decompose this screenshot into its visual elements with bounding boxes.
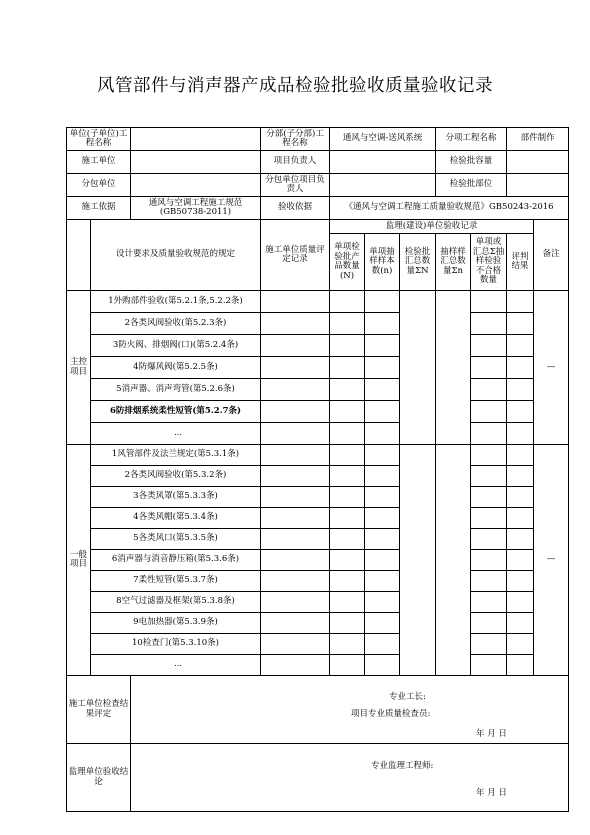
batch-part-value[interactable]	[507, 174, 569, 197]
general-remark: —	[534, 445, 569, 676]
requirement-cell: 1外购部件验收(第5.2.1条,5.2.2条)	[91, 291, 261, 313]
table-row	[67, 634, 569, 655]
table-row	[67, 655, 569, 676]
requirement-cell: 4防爆风阀(第5.2.5条)	[91, 357, 261, 379]
requirement-cell: 5各类风口(第5.3.5条)	[91, 529, 261, 550]
table-row	[67, 401, 569, 423]
pm-value[interactable]	[330, 151, 436, 174]
supervisor-check-row	[67, 744, 569, 812]
requirement-cell: 10检查门(第5.3.10条)	[91, 634, 261, 655]
contractor-label: 施工单位	[67, 151, 131, 174]
unit-value[interactable]	[131, 128, 261, 151]
sub-pm-label: 分包单位项目负责人	[261, 174, 330, 197]
main-control-label: 主控项目	[67, 291, 91, 445]
table-row	[67, 291, 569, 313]
division-label: 分部(子分部)工程名称	[261, 128, 330, 151]
requirement-cell: 7柔性短管(第5.3.7条)	[91, 571, 261, 592]
inspector-label: 项目专业质量检查员:	[351, 709, 431, 719]
batch-capacity-value[interactable]	[507, 151, 569, 174]
page-title: 风管部件与消声器产成品检验批验收质量验收记录	[97, 76, 493, 96]
requirement-cell: 6防排烟系统柔性短管(第5.2.7条)	[91, 401, 261, 423]
table-row	[67, 379, 569, 401]
division-value[interactable]: 通风与空调-送风系统	[330, 128, 436, 151]
requirement-cell: 1风管部件及法兰规定(第5.3.1条)	[91, 445, 261, 466]
table-row	[67, 445, 569, 466]
supervision-header: 监理(建设)单位验收记录	[330, 220, 534, 234]
sample-total-header: 抽样样汇总数量Σn	[436, 234, 471, 291]
subcontractor-label: 分包单位	[67, 174, 131, 197]
header-row-basis	[67, 197, 569, 220]
basis-value[interactable]: 通风与空调工程施工规范(GB50738-2011)	[131, 197, 261, 220]
corner-cell	[67, 220, 91, 291]
requirement-cell: 3防火阀、排烟阀(口)(第5.2.4条)	[91, 335, 261, 357]
column-header-row-1	[67, 220, 569, 234]
requirement-cell: ...	[91, 423, 261, 445]
basis-label: 施工依据	[67, 197, 131, 220]
table-row	[67, 313, 569, 335]
header-row-contractor	[67, 151, 569, 174]
table-row	[67, 466, 569, 487]
subitem-value[interactable]: 部件制作	[507, 128, 569, 151]
table-row	[67, 357, 569, 379]
contractor-value[interactable]	[131, 151, 261, 174]
requirement-cell: 4各类风帽(第5.3.4条)	[91, 508, 261, 529]
general-label: 一般项目	[67, 445, 91, 676]
pm-label: 项目负责人	[261, 151, 330, 174]
batch-part-label: 检验批部位	[436, 174, 507, 197]
table-row	[67, 571, 569, 592]
header-row-unit	[67, 128, 569, 151]
requirement-cell: 8空气过滤器及框架(第5.3.8条)	[91, 592, 261, 613]
acceptance-basis-value[interactable]: 《通风与空调工程施工质量验收规范》GB50243-2016	[330, 197, 569, 220]
fail-total-header: 单项或汇总Σ抽样检验不合格数量	[471, 234, 507, 291]
supervisor-check-label: 监理单位验收结论	[67, 744, 131, 812]
contractor-record-header: 施工单位质量评定记录	[261, 220, 330, 291]
table-row	[67, 529, 569, 550]
requirement-cell: ...	[91, 655, 261, 676]
table-row	[67, 592, 569, 613]
engineer-label: 专业监理工程师:	[371, 761, 434, 771]
acceptance-record-table	[66, 127, 569, 812]
supervisor-date: 年 月 日	[476, 788, 507, 798]
table-row	[67, 613, 569, 634]
subitem-label: 分项工程名称	[436, 128, 507, 151]
contractor-check-row	[67, 676, 569, 744]
unit-label: 单位(子单位)工程名称	[67, 128, 131, 151]
requirement-header: 设计要求及质量验收规范的规定	[91, 220, 261, 291]
requirement-cell: 2各类风阀验收(第5.3.2条)	[91, 466, 261, 487]
table-row	[67, 335, 569, 357]
subcontractor-value[interactable]	[131, 174, 261, 197]
main-control-remark: —	[534, 291, 569, 445]
contractor-check-label: 施工单位检查结果评定	[67, 676, 131, 744]
sample-qty-header: 单项抽样样本数(n)	[365, 234, 400, 291]
table-row	[67, 423, 569, 445]
contractor-check-area[interactable]	[131, 676, 569, 744]
acceptance-basis-label: 验收依据	[261, 197, 330, 220]
table-row	[67, 508, 569, 529]
batch-total-header: 检验批汇总数量ΣN	[400, 234, 436, 291]
requirement-cell: 9电加热器(第5.3.9条)	[91, 613, 261, 634]
requirement-cell: 5消声器、消声弯管(第5.2.6条)	[91, 379, 261, 401]
result-header: 评判结果	[507, 234, 534, 291]
requirement-cell: 2各类风阀验收(第5.2.3条)	[91, 313, 261, 335]
item-qty-header: 单项检验批产品数量(N)	[330, 234, 365, 291]
table-row	[67, 487, 569, 508]
sub-pm-value[interactable]	[330, 174, 436, 197]
requirement-cell: 6消声器与消音静压箱(第5.3.6条)	[91, 550, 261, 571]
batch-capacity-label: 检验批容量	[436, 151, 507, 174]
contractor-date: 年 月 日	[476, 729, 507, 739]
table-row	[67, 550, 569, 571]
remark-header: 备注	[534, 220, 569, 291]
header-row-subcontractor	[67, 174, 569, 197]
foreman-label: 专业工长:	[389, 692, 426, 702]
requirement-cell: 3各类风罩(第5.3.3条)	[91, 487, 261, 508]
supervisor-check-area[interactable]	[131, 744, 569, 812]
